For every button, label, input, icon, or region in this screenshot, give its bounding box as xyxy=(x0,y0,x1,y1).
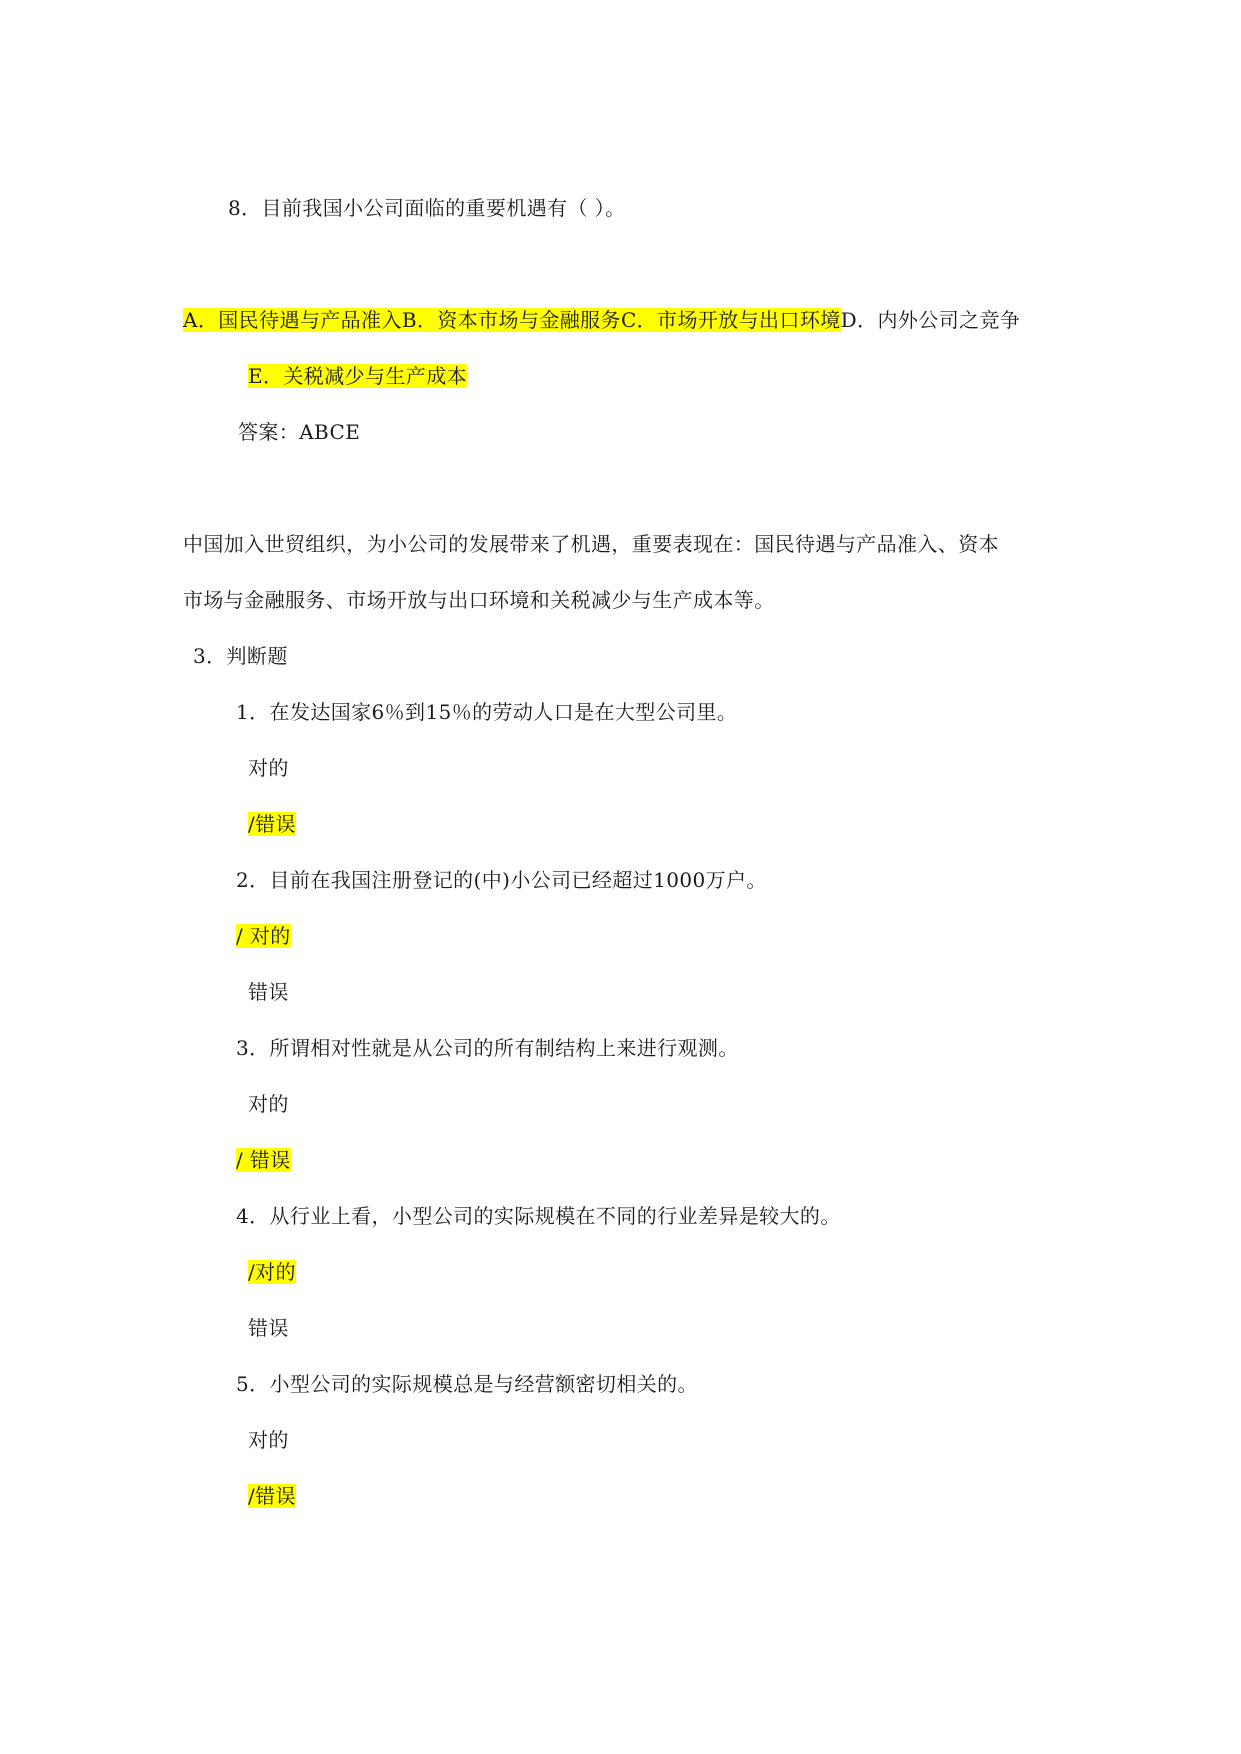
tf-heading: 3．判断题 xyxy=(193,644,288,668)
tf-option-4-false: 错误 xyxy=(248,1316,289,1340)
tf-option-5-true: 对的 xyxy=(248,1428,289,1452)
mc-question: 8．目前我国小公司面临的重要机遇有（ ）。 xyxy=(228,196,626,220)
tf-question-5: 5．小型公司的实际规模总是与经营额密切相关的。 xyxy=(236,1372,698,1396)
tf-option-3-false xyxy=(236,1146,291,1174)
tf-question-1: 1．在发达国家6％到15％的劳动人口是在大型公司里。 xyxy=(236,700,738,724)
mc-answer: 答案：ABCE xyxy=(238,420,361,444)
mc-options-row xyxy=(183,306,1020,334)
mc-explanation-line-2: 市场与金融服务、市场开放与出口环境和关税减少与生产成本等。 xyxy=(183,588,775,612)
selected-answer-highlight: /错误 xyxy=(248,1484,296,1508)
mc-option-e-row xyxy=(248,362,467,390)
tf-option-2-true xyxy=(236,922,291,950)
option-b: B．资本市场与金融服务 xyxy=(401,308,621,332)
option-e: E．关税减少与生产成本 xyxy=(248,364,467,388)
tf-question-4: 4．从行业上看，小型公司的实际规模在不同的行业差异是较大的。 xyxy=(236,1204,841,1228)
option-c: C．市场开放与出口环境 xyxy=(620,308,841,332)
option-d: D．内外公司之竞争 xyxy=(840,308,1021,332)
mc-explanation-line-1: 中国加入世贸组织，为小公司的发展带来了机遇，重要表现在：国民待遇与产品准入、资本 xyxy=(183,532,999,556)
tf-option-3-true: 对的 xyxy=(248,1092,289,1116)
tf-option-2-false: 错误 xyxy=(248,980,289,1004)
selected-answer-highlight: / 错误 xyxy=(236,1148,291,1172)
tf-option-5-false xyxy=(248,1482,296,1510)
tf-option-1-true: 对的 xyxy=(248,756,289,780)
option-a: A．国民待遇与产品准入 xyxy=(183,308,402,332)
tf-option-1-false xyxy=(248,810,296,838)
selected-answer-highlight: / 对的 xyxy=(236,924,291,948)
tf-question-2: 2．目前在我国注册登记的(中)小公司已经超过1000万户。 xyxy=(236,868,767,892)
tf-question-3: 3．所谓相对性就是从公司的所有制结构上来进行观测。 xyxy=(236,1036,739,1060)
tf-option-4-true xyxy=(248,1258,296,1286)
selected-answer-highlight: /对的 xyxy=(248,1260,296,1284)
selected-answer-highlight: /错误 xyxy=(248,812,296,836)
